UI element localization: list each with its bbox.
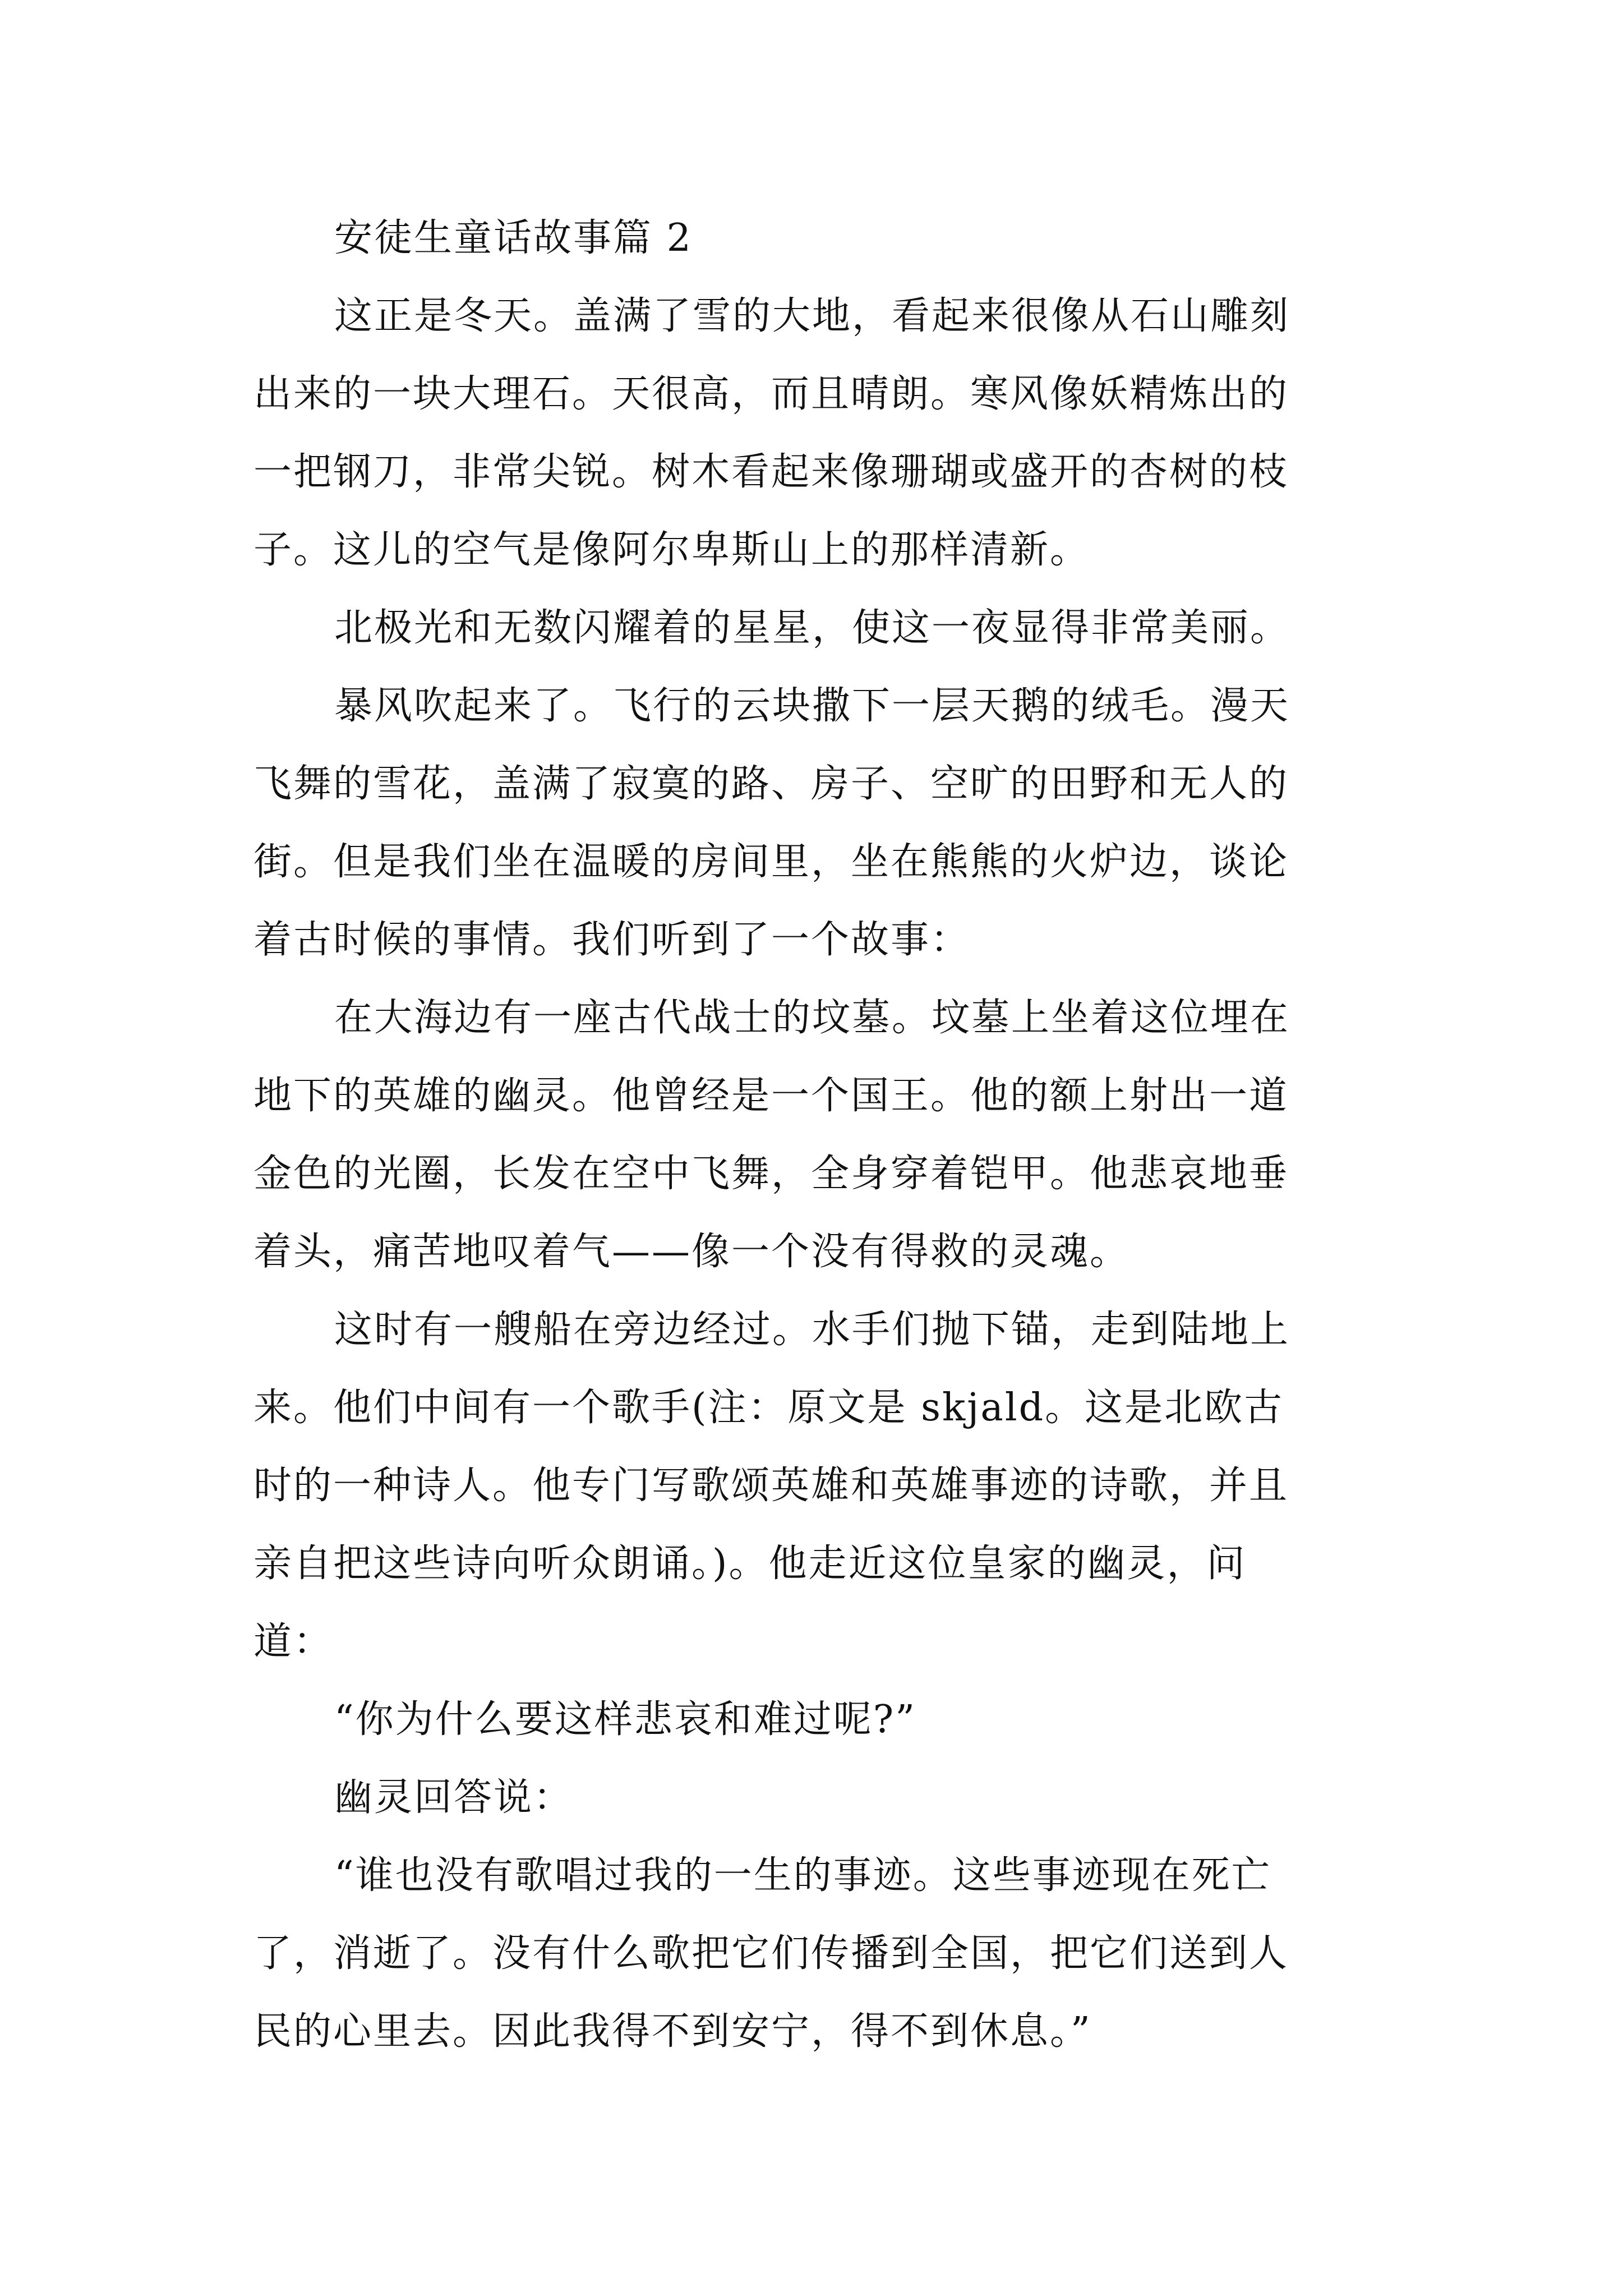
- text-line: 着古时候的事情。我们听到了一个故事：: [253, 918, 971, 962]
- text-line: 着头，痛苦地叹着气——像一个没有得救的灵魂。: [253, 1230, 1130, 1274]
- text-line: 飞舞的雪花，盖满了寂寞的路、房子、空旷的田野和无人的: [253, 762, 1289, 806]
- text-line: “谁也没有歌唱过我的一生的事迹。这些事迹现在死亡: [334, 1853, 1271, 1898]
- text-line: 一把钢刀，非常尖锐。树木看起来像珊瑚或盛开的杏树的枝: [253, 450, 1289, 494]
- text-line: 了，消逝了。没有什么歌把它们传播到全国，把它们送到人: [253, 1931, 1289, 1976]
- text-line: 出来的一块大理石。天很高，而且晴朗。寒风像妖精炼出的: [253, 372, 1289, 416]
- text-line: 子。这儿的空气是像阿尔卑斯山上的那样清新。: [253, 528, 1090, 572]
- text-line: “你为什么要这样悲哀和难过呢?”: [334, 1697, 916, 1742]
- text-line: 道：: [253, 1619, 334, 1664]
- text-line: 金色的光圈，长发在空中飞舞，全身穿着铠甲。他悲哀地垂: [253, 1152, 1289, 1196]
- text-line: 来。他们中间有一个歌手(注：原文是 skjald。这是北欧古: [253, 1386, 1284, 1430]
- text-line: 幽灵回答说：: [334, 1775, 574, 1820]
- text-line: 街。但是我们坐在温暖的房间里，坐在熊熊的火炉边，谈论: [253, 840, 1289, 884]
- text-line: 时的一种诗人。他专门写歌颂英雄和英雄事迹的诗歌，并且: [253, 1464, 1289, 1508]
- text-line: 民的心里去。因此我得不到安宁，得不到休息。”: [253, 2009, 1092, 2054]
- text-line: 亲自把这些诗向听众朗诵。)。他走近这位皇家的幽灵，问: [253, 1542, 1247, 1586]
- document-title: 安徒生童话故事篇 2: [334, 216, 693, 260]
- text-line: 在大海边有一座古代战士的坟墓。坟墓上坐着这位埋在: [334, 996, 1290, 1040]
- text-line: 暴风吹起来了。飞行的云块撒下一层天鹅的绒毛。漫天: [334, 684, 1290, 728]
- text-line: 这时有一艘船在旁边经过。水手们抛下锚，走到陆地上: [334, 1308, 1290, 1352]
- text-line: 这正是冬天。盖满了雪的大地，看起来很像从石山雕刻: [334, 294, 1290, 338]
- text-line: 地下的英雄的幽灵。他曾经是一个国王。他的额上射出一道: [253, 1074, 1289, 1118]
- text-line: 北极光和无数闪耀着的星星，使这一夜显得非常美丽。: [334, 606, 1290, 650]
